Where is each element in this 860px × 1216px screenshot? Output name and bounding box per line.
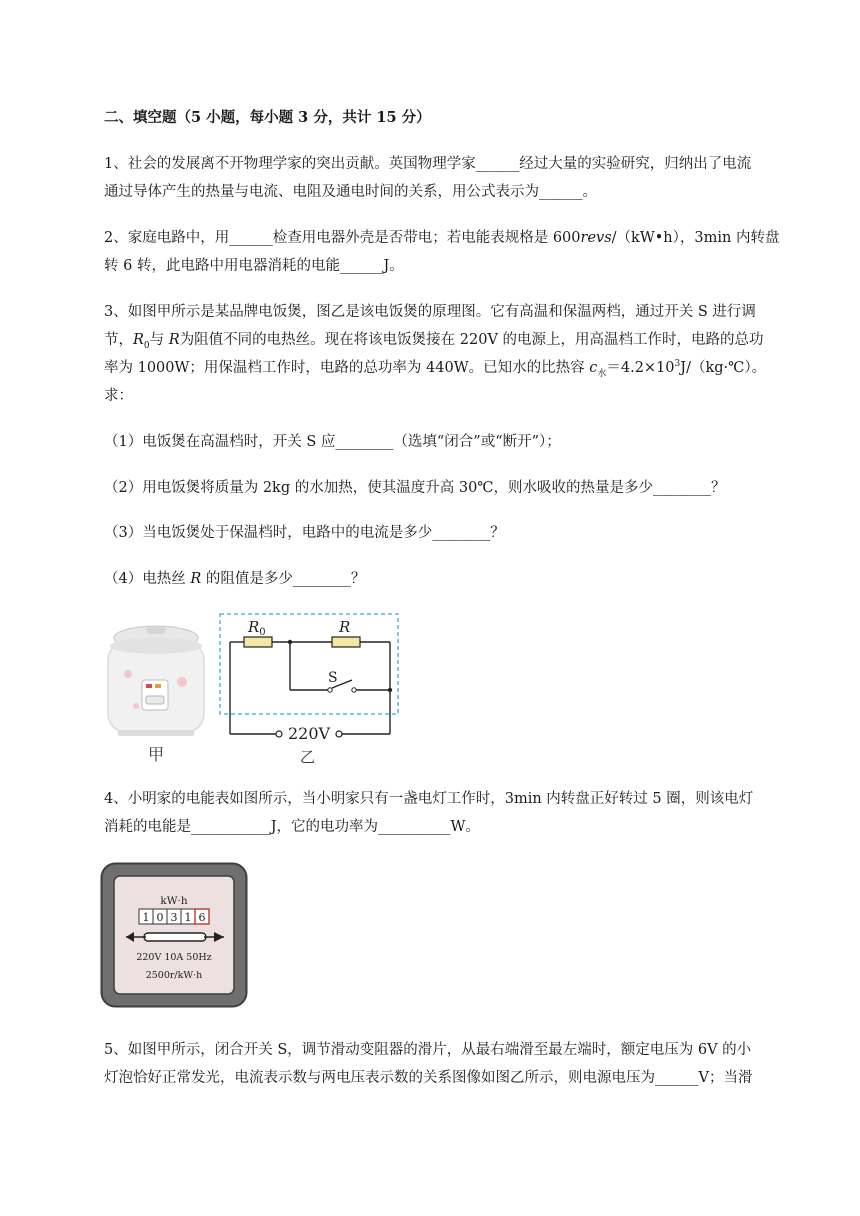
electric-meter-figure — [100, 862, 248, 1008]
q3-r: R — [168, 332, 180, 348]
label-voltage: 220V — [287, 724, 331, 743]
meter-spec-1: 220V 10A 50Hz — [136, 952, 212, 963]
dashed-boundary — [220, 614, 398, 714]
label-switch-s: S — [328, 670, 338, 686]
q3-sub4-b: 的阻值是多少________？ — [201, 571, 366, 587]
q3-sub2: （2）用电饭煲将质量为 2kg 的水加热，使其温度升高 30℃，则水吸收的热量是多少________？ — [104, 480, 726, 496]
q4-line2: 消耗的电能是___________J，它的电功率为__________W。 — [104, 819, 480, 835]
terminal-right — [336, 731, 342, 737]
q3-c-symbol: c — [589, 360, 598, 376]
q3-line2 — [104, 330, 764, 350]
q3-c-sub: 水 — [597, 368, 607, 379]
q3-line1: 3、如图甲所示是某品牌电饭煲，图乙是该电饭煲的原理图。它有高温和保温两档，通过开关 S 进行调 — [104, 304, 756, 320]
lid-handle — [146, 626, 166, 634]
meter-digit-4: 1 — [184, 911, 192, 924]
q2-line1-b: /（kW•h），3min 内转盘 — [611, 230, 780, 246]
q3-line3-c: J/（kg·℃）。 — [680, 360, 767, 376]
q3-sub4 — [104, 569, 365, 589]
q3-exp: 3 — [674, 359, 681, 370]
q3-line3-b: ＝4.2×10 — [606, 360, 675, 376]
q3-line4: 求： — [104, 388, 133, 404]
q3-sub1: （1）电饭煲在高温档时，开关 S 应________（选填“闭合”或“断开”）； — [104, 434, 561, 450]
fig-yi-label: 乙 — [300, 748, 316, 766]
q3-line2-a: 与 — [149, 332, 169, 348]
q1-line2: 通过导体产生的热量与电流、电阻及通电时间的关系，用公式表示为______。 — [104, 184, 597, 200]
q1-line1: 1、社会的发展离不开物理学家的突出贡献。英国物理学家______经过大量的实验研究，归纳出了电流 — [104, 156, 752, 172]
q3-line2-b: 为阻值不同的电热丝。现在将该电饭煲接在 220V 的电源上，用高温档工作时，电路的总功 — [179, 332, 764, 348]
q3-line3-a: 率为 1000W；用保温档工作时，电路的总功率为 440W。已知水的比热容 — [104, 360, 590, 376]
rice-cooker-figure — [100, 622, 212, 770]
label-r: R — [339, 618, 351, 636]
circuit-diagram — [218, 610, 402, 770]
section-title: 二、填空题（5 小题，每小题 3 分，共计 15 分） — [104, 109, 431, 126]
q3-line3 — [104, 358, 766, 378]
q4-line1: 4、小明家的电能表如图所示，当小明家只有一盏电灯工作时，3min 内转盘正好转过 5 圈，则该电灯 — [104, 791, 754, 807]
label-r0: $R_0$ — [248, 618, 266, 638]
resistor-r — [332, 637, 360, 647]
resistor-r0 — [244, 637, 272, 647]
q2-line2: 转 6 转，此电路中用电器消耗的电能______J。 — [104, 258, 404, 274]
q3-sub4-a: （4）电热丝 — [104, 571, 191, 587]
q5-line1: 5、如图甲所示，闭合开关 S，调节滑动变阻器的滑片，从最右端滑至最左端时，额定电压为 6V 的小 — [104, 1042, 752, 1058]
meter-digit-1: 1 — [142, 911, 150, 924]
terminal-left — [276, 731, 282, 737]
meter-unit: kW·h — [160, 895, 188, 907]
fig-jia-label: 甲 — [147, 745, 165, 764]
q2-unit-revs: revs — [580, 230, 612, 246]
meter-spec-2: 2500r/kW·h — [145, 970, 203, 981]
q3-sub4-r: R — [190, 571, 202, 587]
q3-line2-prefix: 节， — [104, 332, 133, 348]
meter-digit-2: 0 — [156, 911, 164, 924]
q2-line1-a: 2、家庭电路中，用______检查用电器外壳是否带电；若电能表规格是 600 — [104, 230, 581, 246]
meter-digit-5: 6 — [198, 911, 206, 924]
q3-r0: R — [133, 332, 144, 348]
q5-line2: 灯泡恰好正常发光，电流表示数与两电压表示数的关系图像如图乙所示，则电源电压为______V；当滑 — [104, 1070, 753, 1086]
q2-line1 — [104, 228, 779, 248]
q3-sub3: （3）当电饭煲处于保温档时，电路中的电流是多少________？ — [104, 525, 505, 541]
meter-digit-3: 3 — [170, 911, 178, 924]
q3-r0-sub: 0 — [143, 340, 150, 351]
